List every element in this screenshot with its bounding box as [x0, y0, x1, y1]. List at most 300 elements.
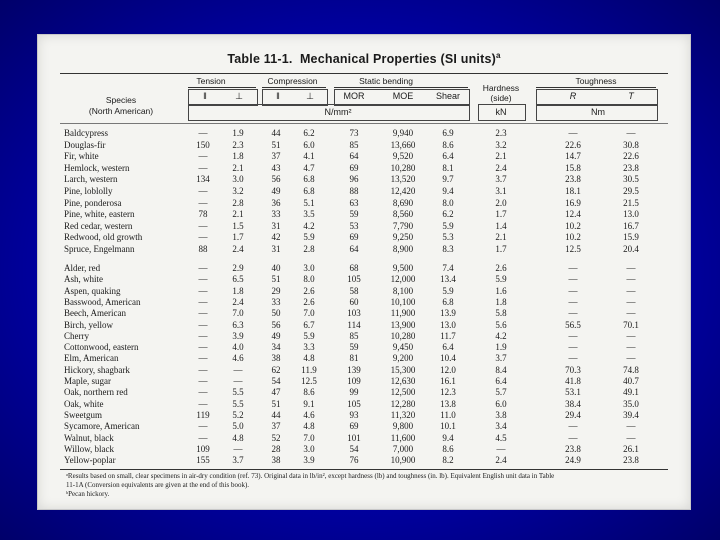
cell-hard: 4.5: [495, 432, 507, 443]
cell-r: —: [568, 308, 578, 319]
cell-r: 53.1: [565, 387, 581, 398]
cell-c-perp: 4.2: [303, 220, 315, 231]
cell-shear: 7.4: [442, 263, 454, 273]
cell-t-par: —: [198, 330, 208, 341]
cell-shear: 8.1: [442, 162, 454, 173]
cell-c-par: 62: [271, 364, 281, 375]
cell-t: 13.0: [623, 209, 639, 220]
cell-shear: 9.4: [442, 432, 454, 443]
cell-t: —: [626, 285, 636, 296]
cell-moe: 9,500: [392, 263, 414, 273]
cell-c-perp: 6.2: [303, 128, 315, 138]
header-static-bending: Static bending: [359, 76, 413, 86]
table-row: [38, 274, 690, 285]
cell-t-par: —: [198, 197, 208, 208]
cell-moe: 11,900: [390, 308, 416, 319]
cell-r: 18.1: [565, 186, 581, 196]
table-row: [38, 198, 690, 209]
tension-parallel-header: ‖: [203, 91, 207, 101]
table-row: [38, 174, 690, 185]
cell-c-par: 49: [271, 330, 281, 341]
cell-c-perp: 8.0: [303, 274, 315, 285]
table-row: [38, 455, 690, 466]
species-name: Spruce, Engelmann: [64, 244, 135, 254]
cell-t-par: —: [198, 151, 208, 162]
cell-c-par: 36: [271, 197, 281, 208]
cell-t: —: [626, 308, 636, 319]
species-name: Beech, American: [64, 308, 126, 319]
cell-c-perp: 2.6: [303, 285, 315, 296]
species-name: Baldcypress: [64, 128, 108, 138]
cell-shear: 11.0: [440, 409, 456, 420]
cell-hard: 2.1: [495, 151, 507, 162]
bending-underline: [334, 87, 468, 88]
cell-c-par: 40: [271, 263, 281, 273]
cell-r: 24.9: [565, 455, 581, 466]
cell-r: 29.4: [565, 409, 581, 420]
cell-t: 26.1: [623, 443, 639, 454]
cell-t: —: [626, 353, 636, 364]
cell-t-perp: 3.7: [232, 455, 244, 466]
cell-mor: 114: [347, 319, 361, 330]
species-name: Sweetgum: [64, 409, 102, 420]
cell-hard: 2.3: [495, 128, 507, 138]
table-row: [38, 365, 690, 376]
cell-mor: 101: [347, 432, 361, 443]
cell-mor: 68: [349, 263, 359, 273]
cell-t: 30.8: [623, 139, 639, 150]
cell-c-perp: 3.9: [303, 455, 315, 466]
cell-t: —: [626, 432, 636, 443]
table-row: [38, 186, 690, 197]
cell-mor: 139: [347, 364, 361, 375]
species-name: Yellow-poplar: [64, 455, 116, 466]
cell-c-par: 51: [271, 139, 281, 150]
cell-t-par: 109: [196, 443, 210, 454]
cell-mor: 73: [349, 128, 359, 138]
table-row: [38, 297, 690, 308]
cell-c-par: 43: [271, 162, 281, 173]
table-row: [38, 342, 690, 353]
cell-hard: 5.7: [495, 387, 507, 398]
cell-t-perp: 4.8: [232, 432, 244, 443]
cell-t-perp: 2.1: [232, 162, 244, 173]
table-row: [38, 331, 690, 342]
cell-t-perp: —: [233, 443, 243, 454]
species-name: Pine, ponderosa: [64, 197, 122, 208]
cell-c-par: 31: [271, 220, 281, 231]
cell-hard: 3.7: [495, 353, 507, 364]
cell-c-perp: 7.0: [303, 432, 315, 443]
table-row: [38, 421, 690, 432]
cell-moe: 10,100: [390, 296, 416, 307]
species-name: Redwood, old growth: [64, 232, 143, 243]
cell-r: —: [568, 421, 578, 432]
cell-t: 74.8: [623, 364, 639, 375]
species-name: Pine, loblolly: [64, 186, 113, 196]
cell-moe: 13,900: [390, 319, 416, 330]
cell-r: —: [568, 296, 578, 307]
cell-c-par: 44: [271, 409, 281, 420]
cell-hard: 1.6: [495, 285, 507, 296]
cell-t-par: —: [198, 398, 208, 409]
cell-moe: 9,450: [392, 342, 414, 353]
cell-c-perp: 3.0: [303, 443, 315, 454]
table-row: [38, 353, 690, 364]
cell-shear: 11.7: [440, 330, 456, 341]
cell-t-perp: 1.7: [232, 232, 244, 243]
cell-shear: 8.0: [442, 197, 454, 208]
species-name: Pine, white, eastern: [64, 209, 135, 220]
cell-t-perp: 2.9: [232, 263, 244, 273]
cell-c-perp: 3.0: [303, 263, 315, 273]
cell-mor: 64: [349, 244, 359, 254]
cell-hard: 4.2: [495, 330, 507, 341]
table-row: [38, 244, 690, 255]
cell-hard: 8.4: [495, 364, 507, 375]
compression-parallel-header: ‖: [276, 91, 280, 101]
table-row: [38, 387, 690, 398]
cell-c-par: 37: [271, 151, 281, 162]
header-hardness-sub: (side): [490, 93, 512, 103]
cell-c-par: 44: [271, 128, 281, 138]
unit-hardness: kN: [495, 107, 507, 117]
table-row: [38, 444, 690, 455]
cell-t-par: —: [198, 128, 208, 138]
cell-hard: 2.0: [495, 197, 507, 208]
table-row: [38, 320, 690, 331]
table-row: [38, 263, 690, 274]
cell-t: —: [626, 128, 636, 138]
cell-shear: 9.4: [442, 186, 454, 196]
cell-t-par: —: [198, 263, 208, 273]
header-moe: MOE: [392, 91, 414, 101]
cell-shear: 9.7: [442, 174, 454, 185]
cell-mor: 88: [349, 186, 359, 196]
cell-moe: 8,690: [392, 197, 414, 208]
cell-c-perp: 5.9: [303, 232, 315, 243]
cell-t-par: 150: [196, 139, 210, 150]
cell-r: —: [568, 330, 578, 341]
cell-moe: 12,420: [390, 186, 416, 196]
cell-mor: 85: [349, 330, 359, 341]
compression-perpendicular-header: ⊥: [306, 91, 314, 101]
header-toughness-t: T: [628, 91, 634, 101]
cell-shear: 6.2: [442, 209, 454, 220]
cell-moe: 9,200: [392, 353, 414, 364]
tension-underline: [188, 87, 256, 88]
cell-c-par: 56: [271, 319, 281, 330]
header-shear: Shear: [435, 91, 461, 101]
table-row: [38, 399, 690, 410]
cell-t-par: —: [198, 285, 208, 296]
cell-c-perp: 4.6: [303, 409, 315, 420]
table-page: [37, 34, 691, 510]
cell-t-par: —: [198, 220, 208, 231]
cell-t-perp: 6.5: [232, 274, 244, 285]
cell-moe: 10,280: [390, 330, 416, 341]
cell-hard: 6.0: [495, 398, 507, 409]
cell-t-par: —: [198, 162, 208, 173]
cell-shear: 8.6: [442, 443, 454, 454]
table-row: [38, 308, 690, 319]
cell-r: 70.3: [565, 364, 581, 375]
cell-t-par: —: [198, 308, 208, 319]
cell-t-perp: 1.9: [232, 128, 244, 138]
cell-r: 23.8: [565, 174, 581, 185]
species-name: Elm, American: [64, 353, 119, 364]
cell-hard: 5.8: [495, 308, 507, 319]
cell-t: 40.7: [623, 376, 639, 386]
cell-c-par: 28: [271, 443, 281, 454]
table-row: [38, 128, 690, 139]
cell-hard: 3.2: [495, 139, 507, 150]
cell-t-perp: 2.1: [232, 209, 244, 220]
cell-t-perp: 3.2: [232, 186, 244, 196]
cell-r: 23.8: [565, 443, 581, 454]
compression-underline: [262, 87, 326, 88]
cell-r: —: [568, 342, 578, 353]
cell-t-par: —: [198, 296, 208, 307]
cell-shear: 10.1: [440, 421, 456, 432]
cell-t: 39.4: [623, 409, 639, 420]
cell-c-par: 51: [271, 398, 281, 409]
unit-toughness: Nm: [591, 107, 605, 117]
cell-r: 22.6: [565, 139, 581, 150]
cell-hard: 1.9: [495, 342, 507, 353]
cell-mor: 59: [349, 342, 359, 353]
species-name: Oak, white: [64, 398, 104, 409]
cell-hard: 5.6: [495, 319, 507, 330]
cell-c-perp: 3.5: [303, 209, 315, 220]
species-name: Cherry: [64, 330, 89, 341]
cell-shear: 6.9: [442, 128, 454, 138]
cell-hard: 2.1: [495, 232, 507, 243]
cell-mor: 59: [349, 209, 359, 220]
species-name: Ash, white: [64, 274, 103, 285]
cell-r: 10.2: [565, 220, 581, 231]
cell-t: 70.1: [623, 319, 639, 330]
cell-hard: 3.1: [495, 186, 507, 196]
cell-mor: 85: [349, 139, 359, 150]
cell-t-perp: 4.6: [232, 353, 244, 364]
cell-mor: 109: [347, 376, 361, 386]
cell-c-par: 52: [271, 432, 281, 443]
top-rule: [60, 73, 668, 74]
cell-shear: 6.4: [442, 342, 454, 353]
header-mor: MOR: [343, 91, 365, 101]
cell-r: —: [568, 274, 578, 285]
cell-mor: 63: [349, 197, 359, 208]
cell-moe: 9,800: [392, 421, 414, 432]
species-name: Sycamore, American: [64, 421, 140, 432]
cell-moe: 11,600: [390, 432, 416, 443]
footnote-b: ᵇPecan hickory.: [66, 490, 110, 498]
cell-hard: 1.8: [495, 296, 507, 307]
cell-t: 29.5: [623, 186, 639, 196]
cell-t-par: —: [198, 421, 208, 432]
cell-shear: 16.1: [440, 376, 456, 386]
species-name: Larch, western: [64, 174, 118, 185]
cell-moe: 7,000: [392, 443, 414, 454]
cell-t-par: 119: [196, 409, 210, 420]
cell-hard: 1.7: [495, 209, 507, 220]
cell-mor: 64: [349, 151, 359, 162]
cell-c-par: 38: [271, 353, 281, 364]
tension-perpendicular-header: ⊥: [235, 91, 243, 101]
cell-c-perp: 6.7: [303, 319, 315, 330]
cell-t: 15.9: [623, 232, 639, 243]
cell-c-perp: 7.0: [303, 308, 315, 319]
cell-c-perp: 4.8: [303, 421, 315, 432]
cell-t-perp: 3.0: [232, 174, 244, 185]
table-row: [38, 410, 690, 421]
cell-t-par: —: [198, 432, 208, 443]
species-name: Hickory, shagbark: [64, 364, 130, 375]
cell-shear: 10.4: [440, 353, 456, 364]
cell-hard: 3.4: [495, 421, 507, 432]
cell-moe: 8,900: [392, 244, 414, 254]
cell-shear: 13.0: [440, 319, 456, 330]
cell-hard: 2.4: [495, 162, 507, 173]
cell-c-perp: 4.7: [303, 162, 315, 173]
cell-shear: 12.3: [440, 387, 456, 398]
cell-shear: 8.2: [442, 455, 454, 466]
cell-t-par: —: [198, 186, 208, 196]
cell-c-perp: 12.5: [301, 376, 317, 386]
cell-c-par: 49: [271, 186, 281, 196]
cell-moe: 12,000: [390, 274, 416, 285]
table-row: [38, 376, 690, 387]
cell-t: 22.6: [623, 151, 639, 162]
header-toughness-r: R: [569, 91, 577, 101]
table-row: [38, 151, 690, 162]
cell-moe: 12,630: [390, 376, 416, 386]
cell-shear: 12.0: [440, 364, 456, 375]
cell-hard: 1.4: [495, 220, 507, 231]
header-hardness: Hardness: [482, 83, 520, 93]
species-name: Aspen, quaking: [64, 285, 121, 296]
cell-shear: 5.9: [442, 285, 454, 296]
cell-c-par: 34: [271, 342, 281, 353]
cell-r: 14.7: [565, 151, 581, 162]
cell-c-par: 54: [271, 376, 281, 386]
header-bottom-rule: [60, 123, 668, 124]
cell-shear: 13.9: [440, 308, 456, 319]
cell-r: —: [568, 285, 578, 296]
cell-c-perp: 8.6: [303, 387, 315, 398]
cell-hard: 2.6: [495, 263, 507, 273]
cell-t: —: [626, 274, 636, 285]
header-tension: Tension: [196, 76, 226, 86]
cell-t-perp: 5.5: [232, 387, 244, 398]
cell-t-perp: 1.8: [232, 151, 244, 162]
cell-t-perp: 2.8: [232, 197, 244, 208]
cell-t-perp: 4.0: [232, 342, 244, 353]
toughness-underline: [536, 87, 656, 88]
species-name: Willow, black: [64, 443, 115, 454]
cell-t-perp: 1.8: [232, 285, 244, 296]
species-name: Fir, white: [64, 151, 99, 162]
table-title: [38, 51, 690, 66]
cell-shear: 13.4: [440, 274, 456, 285]
cell-c-perp: 4.8: [303, 353, 315, 364]
cell-mor: 93: [349, 409, 359, 420]
cell-t: 35.0: [623, 398, 639, 409]
cell-t-perp: —: [233, 364, 243, 375]
cell-t: 20.4: [623, 244, 639, 254]
cell-t-perp: 1.5: [232, 220, 244, 231]
table-row: [38, 433, 690, 444]
cell-hard: 5.9: [495, 274, 507, 285]
cell-c-perp: 2.8: [303, 244, 315, 254]
cell-t: —: [626, 330, 636, 341]
cell-c-perp: 6.8: [303, 186, 315, 196]
cell-mor: 54: [349, 443, 359, 454]
cell-t-par: —: [198, 364, 208, 375]
cell-mor: 105: [347, 398, 361, 409]
cell-t: 30.5: [623, 174, 639, 185]
cell-moe: 15,300: [390, 364, 416, 375]
cell-mor: 76: [349, 455, 359, 466]
cell-mor: 53: [349, 220, 359, 231]
cell-t-perp: 5.0: [232, 421, 244, 432]
cell-t: 23.8: [623, 455, 639, 466]
cell-t-par: —: [198, 342, 208, 353]
title-footnote-mark: a: [495, 51, 501, 60]
cell-c-par: 56: [271, 174, 281, 185]
cell-r: 38.4: [565, 398, 581, 409]
cell-r: —: [568, 432, 578, 443]
cell-mor: 105: [347, 274, 361, 285]
species-name: Hemlock, western: [64, 162, 130, 173]
table-row: [38, 286, 690, 297]
cell-t: 21.5: [623, 197, 639, 208]
cell-c-par: 38: [271, 455, 281, 466]
cell-moe: 12,500: [390, 387, 416, 398]
species-name: Red cedar, western: [64, 220, 133, 231]
cell-t-par: —: [198, 353, 208, 364]
table-row: [38, 140, 690, 151]
species-name: Douglas-fir: [64, 139, 106, 150]
cell-r: 15.8: [565, 162, 581, 173]
cell-t: —: [626, 296, 636, 307]
table-row: [38, 209, 690, 220]
cell-mor: 81: [349, 353, 359, 364]
table-row: [38, 232, 690, 243]
cell-shear: 8.3: [442, 244, 454, 254]
cell-t: 49.1: [623, 387, 639, 398]
cell-c-perp: 4.1: [303, 151, 315, 162]
cell-moe: 11,320: [390, 409, 416, 420]
cell-shear: 13.8: [440, 398, 456, 409]
cell-t-perp: 2.3: [232, 139, 244, 150]
species-name: Basswood, American: [64, 296, 141, 307]
cell-c-par: 29: [271, 285, 281, 296]
cell-mor: 58: [349, 285, 359, 296]
cell-moe: 8,560: [392, 209, 414, 220]
species-name: Birch, yellow: [64, 319, 113, 330]
cell-t-par: 155: [196, 455, 210, 466]
cell-moe: 12,280: [390, 398, 416, 409]
species-name: Alder, red: [64, 263, 101, 273]
cell-t-par: 88: [198, 244, 208, 254]
cell-c-perp: 3.3: [303, 342, 315, 353]
cell-moe: 7,790: [392, 220, 414, 231]
cell-c-perp: 6.8: [303, 174, 315, 185]
cell-t-par: —: [198, 387, 208, 398]
unit-stress: N/mm²: [324, 107, 352, 117]
